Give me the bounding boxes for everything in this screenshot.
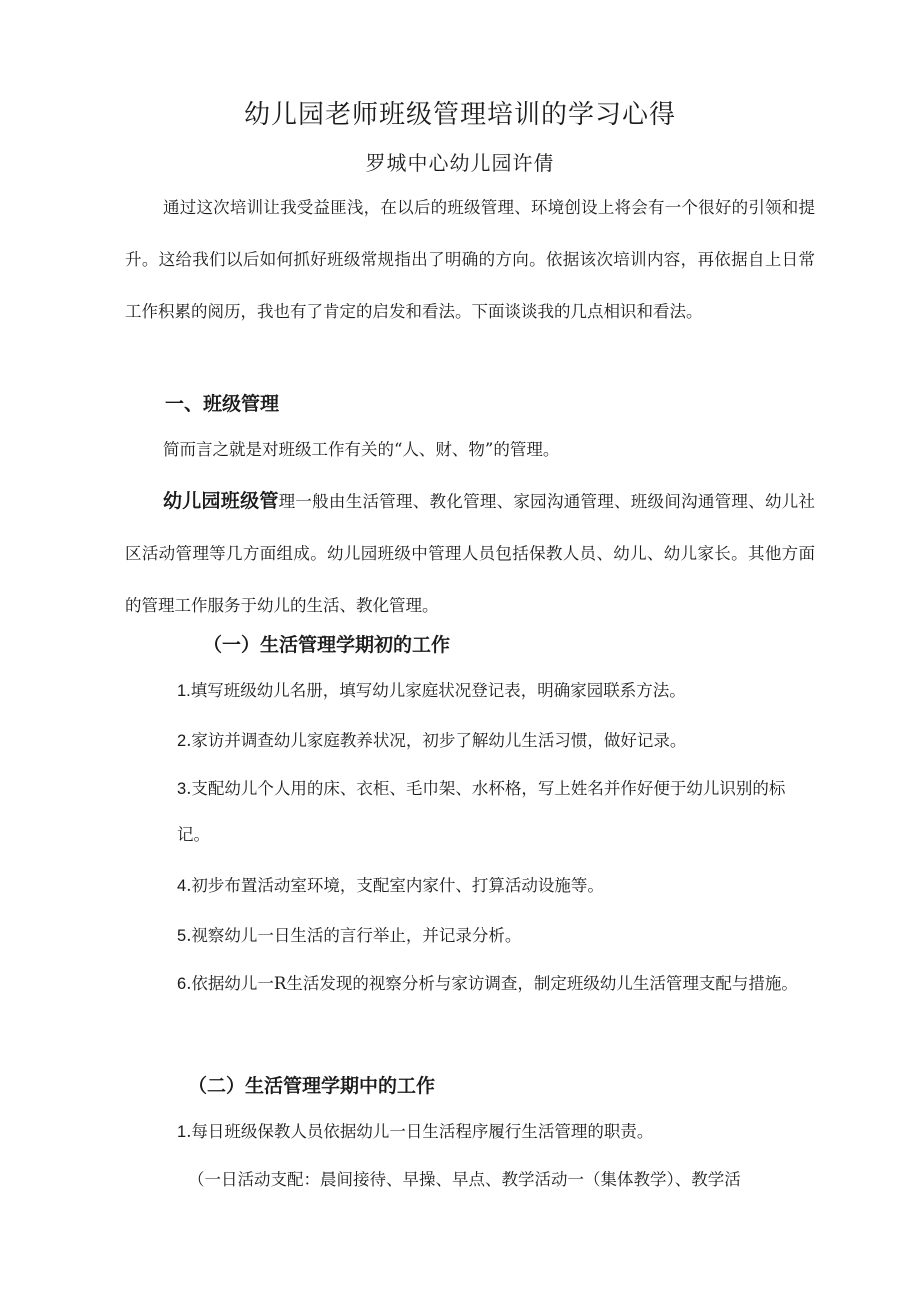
list-item: 4.初步布置活动室环境，支配室内家什、打算活动设施等。 xyxy=(177,876,604,895)
subsection-heading-term-start: （一）生活管理学期初的工作 xyxy=(203,634,451,656)
list-item: 5.视察幼儿一日生活的言行举止，并记录分析。 xyxy=(177,926,522,945)
section-body-rest: 理一般由生活管理、教化管理、家园沟通管理、班级间沟通管理、幼儿社区活动管理等几方面组成。幼儿园班级中管理人员包括保教人员、幼儿、幼儿家长。其他方面的管理工作服务于幼儿的生活、教化管理。 xyxy=(125,492,815,615)
section-summary: 简而言之就是对班级工作有关的“人、财、物”的管理。 xyxy=(163,440,560,459)
schedule-note: （一日活动支配：晨间接待、早操、早点、教学活动一（集体教学）、教学活 xyxy=(188,1170,741,1189)
list-item: 3.支配幼儿个人用的床、衣柜、毛巾架、水杯格，写上姓名并作好便于幼儿识别的标记。 xyxy=(177,779,786,844)
section-body-lead: 幼儿园班级管 xyxy=(163,490,279,512)
section-heading-class-management: 一、班级管理 xyxy=(165,393,280,415)
list-item: 2.家访并调查幼儿家庭教养状况，初步了解幼儿生活习惯，做好记录。 xyxy=(177,731,687,750)
list-item: 1.每日班级保教人员依据幼儿一日生活程序履行生活管理的职责。 xyxy=(177,1122,654,1141)
section-body-paragraph xyxy=(125,475,815,632)
list-item: 6.依据幼儿一R生活发现的视察分析与家访调查，制定班级幼儿生活管理支配与措施。 xyxy=(177,974,798,993)
document-author: 罗城中心幼儿园许倩 xyxy=(365,151,555,175)
list-item: 1.填写班级幼儿名册，填写幼儿家庭状况登记表，明确家园联系方法。 xyxy=(177,681,686,700)
intro-paragraph: 通过这次培训让我受益匪浅，在以后的班级管理、环境创设上将会有一个很好的引领和提升。这给我们以后如何抓好班级常规指出了明确的方向。依据该次培训内容，再依据自上日常工作积累的阅历，我也有了肯定的启发和看法。下面谈谈我的几点相识和看法。 xyxy=(125,198,815,321)
subsection-heading-mid-term: （二）生活管理学期中的工作 xyxy=(188,1075,436,1097)
document-title: 幼儿园老师班级管理培训的学习心得 xyxy=(243,100,676,130)
